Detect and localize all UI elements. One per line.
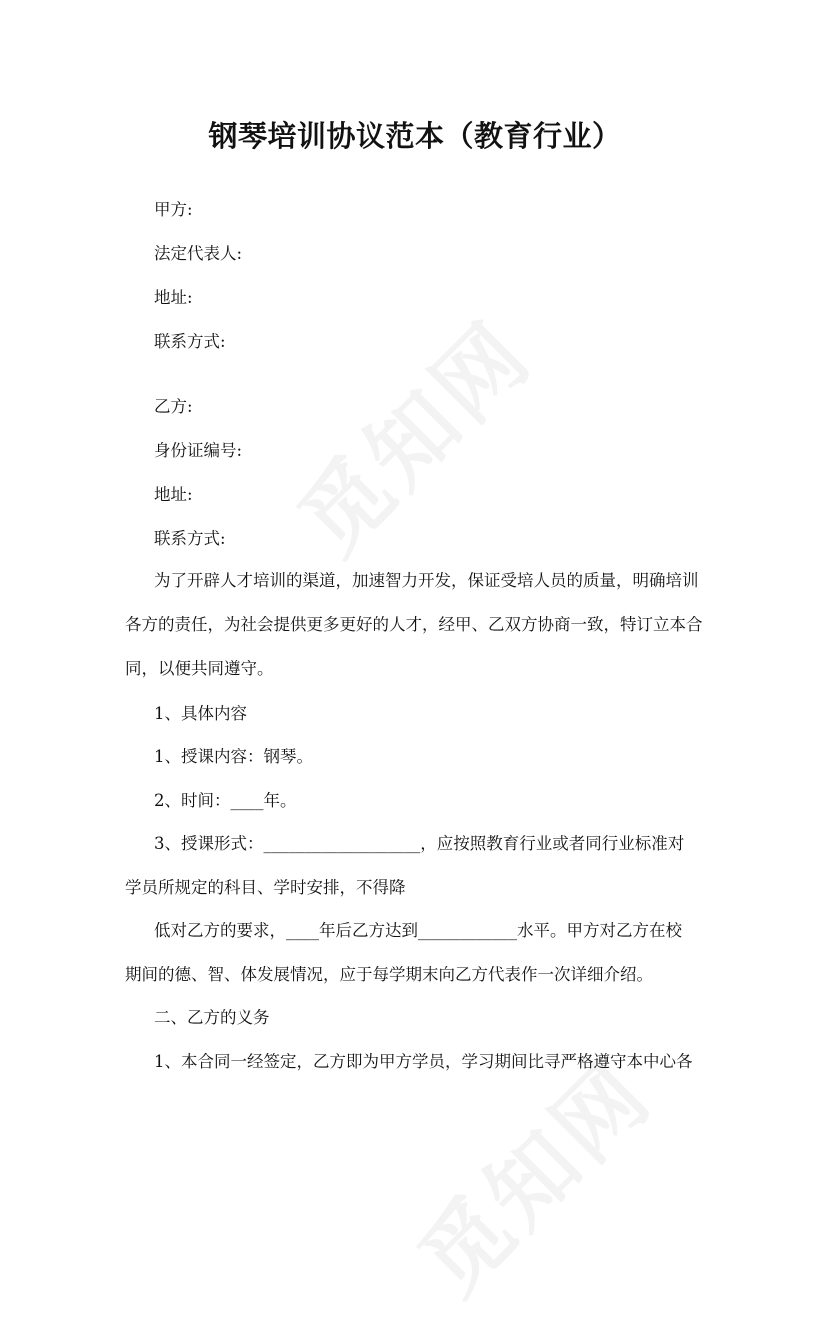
intro-paragraph-line: 各方的责任，为社会提供更多更好的人才，经甲、乙双方协商一致，特订立本合 <box>125 615 703 634</box>
document-title: 钢琴培训协议范本（教育行业） <box>208 119 622 153</box>
party-a-address: 地址: <box>154 288 193 307</box>
item-3-format-line: 学员所规定的科目、学时安排，不得降 <box>125 878 406 897</box>
section-2-item-1: 1、本合同一经签定，乙方即为甲方学员，学习期间比寻严格遵守本中心各 <box>154 1052 693 1071</box>
intro-paragraph-line: 同，以便共同遵守。 <box>125 659 274 678</box>
section-1-heading: 1、具体内容 <box>154 704 247 723</box>
item-3-format-line: 3、授课形式：___________________，应按照教育行业或者同行业标准对 <box>154 834 685 853</box>
intro-paragraph-line: 为了开辟人才培训的渠道，加速智力开发，保证受培人员的质量，明确培训 <box>154 571 699 590</box>
item-3-continued-line: 期间的德、智、体发展情况，应于每学期末向乙方代表作一次详细介绍。 <box>125 965 653 984</box>
party-b-address: 地址: <box>154 485 193 504</box>
party-b-id-number: 身份证编号: <box>154 441 243 460</box>
watermark-main <box>267 289 556 578</box>
party-a-label: 甲方: <box>154 200 193 219</box>
party-a-representative: 法定代表人: <box>154 244 243 263</box>
item-2-time: 2、时间：____年。 <box>154 791 297 810</box>
party-b-label: 乙方: <box>154 397 193 416</box>
item-3-continued-line: 低对乙方的要求，____年后乙方达到____________水平。甲方对乙方在校 <box>154 921 682 940</box>
section-2-heading: 二、乙方的义务 <box>154 1008 270 1027</box>
item-1-content: 1、授课内容：钢琴。 <box>154 747 313 766</box>
party-b-contact: 联系方式: <box>154 529 226 548</box>
party-a-contact: 联系方式: <box>154 332 226 351</box>
